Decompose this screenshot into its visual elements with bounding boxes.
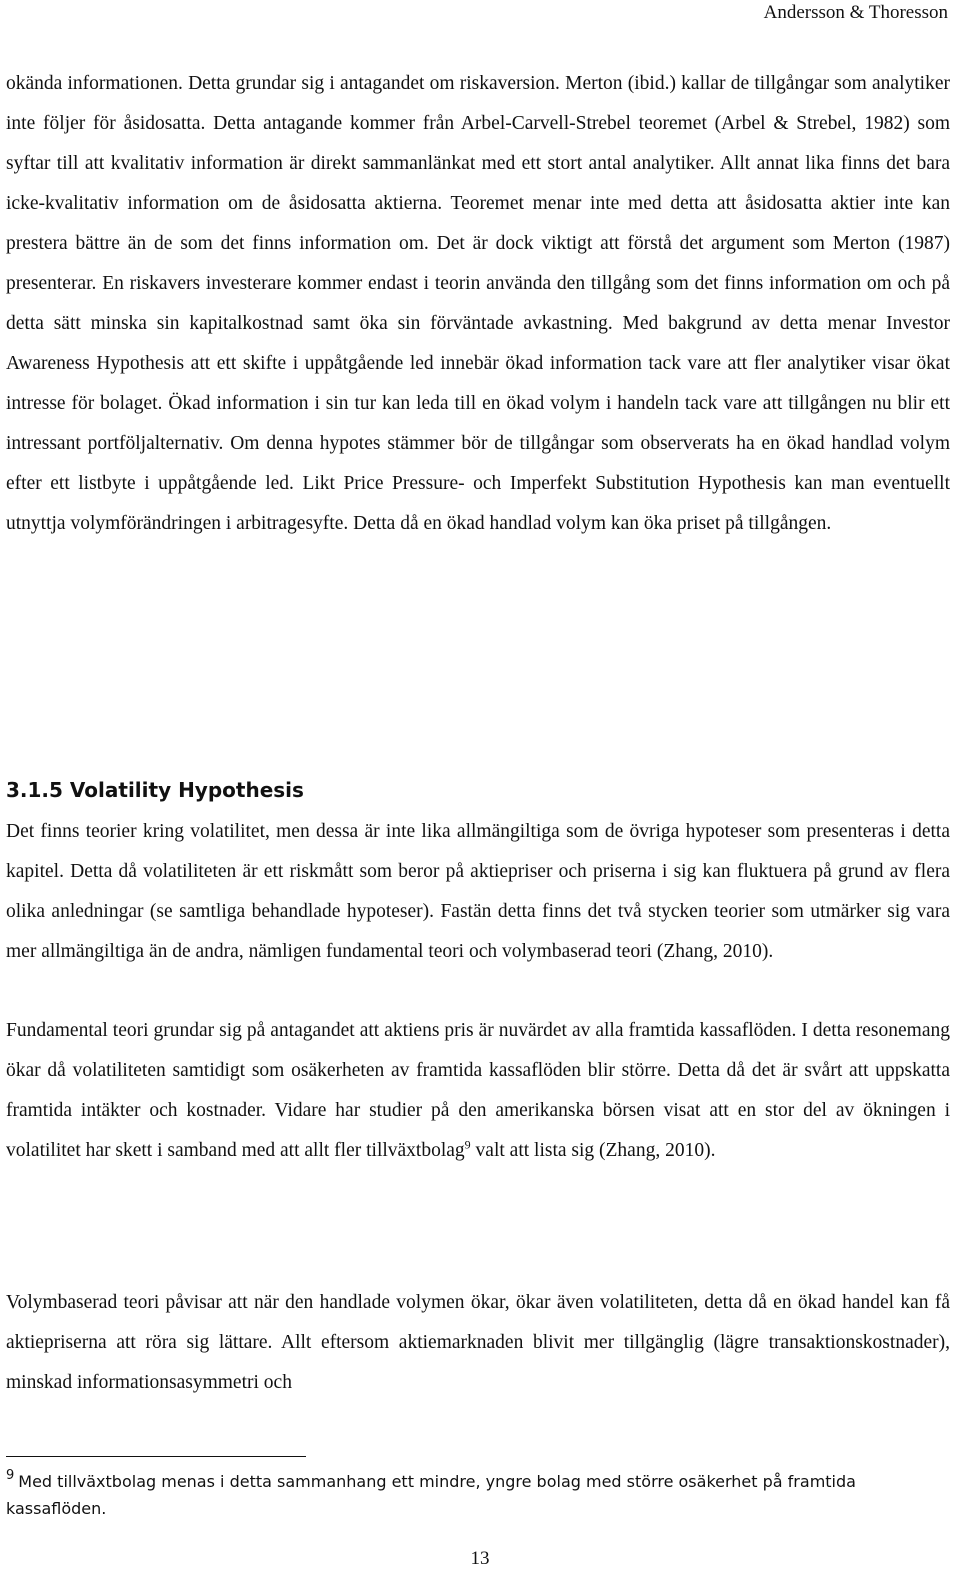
footnote-reference[interactable]: 9 bbox=[464, 1137, 471, 1152]
paragraph-3-text-end: valt att lista sig (Zhang, 2010). bbox=[470, 1140, 716, 1161]
footnote-text: Med tillväxtbolag menas i detta sammanhang ett mindre, yngre bolag med större osäkerhet på framtida kassaflöden. bbox=[6, 1472, 856, 1518]
footnote-separator bbox=[6, 1456, 306, 1457]
body-paragraph-4: Volymbaserad teori påvisar att när den handlade volymen ökar, ökar även volatiliteten, detta då en ökad handel kan få aktiepriserna att röra sig lättare. Allt eftersom aktiemarknaden blivit mer tillgänglig (lägre transaktionskostnader), minskad informationsasymmetri och bbox=[6, 1292, 950, 1393]
footnote bbox=[6, 1462, 950, 1522]
page-number: 13 bbox=[470, 1548, 490, 1569]
body-paragraph-1: okända informationen. Detta grundar sig i antagandet om riskaversion. Merton (ibid.) kallar de tillgångar som analytiker inte följer för åsidosatta. Detta antagande kommer från Arbel-Carvell-Strebel teoremet (Arbel & Strebel, 1982) som syftar till att kvalitativ information är direkt sammanlänkat med ett stort antal analytiker. Allt annat lika finns det bara icke-kvalitativ information om de åsidosatta aktierna. Teoremet menar inte med detta att åsidosatta aktier inte kan prestera bättre än de som det finns information om. Det är dock viktigt att förstå det argument som Merton (1987) presenterar. En riskavers investerare kommer endast i teorin använda den tillgång som det finns information om och på detta sätt minska sin kapitalkostnad samt öka sin förväntade avkastning. Med bakgrund av detta menar Investor Awareness Hypothesis att ett skifte i uppåtgående led innebär ökad information tack vare att fler analytiker visar ökat intresse för bolaget. Ökad information i sin tur kan leda till en ökad volym i handeln tack vare att tillgången nu blir ett intressant portföljalternativ. Om denna hypotes stämmer bör de tillgångar som observerats ha en ökad handlad volym efter ett listbyte i uppåtgående led. Likt Price Pressure- och Imperfekt Substitution Hypothesis kan man eventuellt utnyttja volymförändringen i arbitragesyfte. Detta då en ökad handlad volym kan öka priset på tillgången. bbox=[6, 73, 950, 534]
body-paragraph-3 bbox=[6, 1011, 950, 1171]
body-paragraph-2: Det finns teorier kring volatilitet, men dessa är inte lika allmängiltiga som de övriga hypoteser som presenteras i detta kapitel. Detta då volatiliteten är ett riskmått som beror på aktiepriser och priserna i sig kan fluktuera på grund av flera olika anledningar (se samtliga behandlade hypoteser). Fastän detta finns det två stycken teorier som utmärker sig vara mer allmängiltiga än de andra, nämligen fundamental teori och volymbaserad teori (Zhang, 2010). bbox=[6, 821, 950, 962]
paragraph-3-text: Fundamental teori grundar sig på antagandet att aktiens pris är nuvärdet av alla framtida kassaflöden. I detta resonemang ökar då volatiliteten samtidigt som osäkerheten av framtida kassaflöden blir större. Detta då det är svårt att uppskatta framtida intäkter och kostnader. Vidare har studier på den amerikanska börsen visat att en stor del av ökningen i volatilitet har skett i samband med att allt fler tillväxtbolag bbox=[6, 1020, 950, 1161]
running-head: Andersson & Thoresson bbox=[763, 2, 948, 23]
section-heading: 3.1.5 Volatility Hypothesis bbox=[6, 778, 304, 802]
footnote-number: 9 bbox=[6, 1468, 15, 1483]
